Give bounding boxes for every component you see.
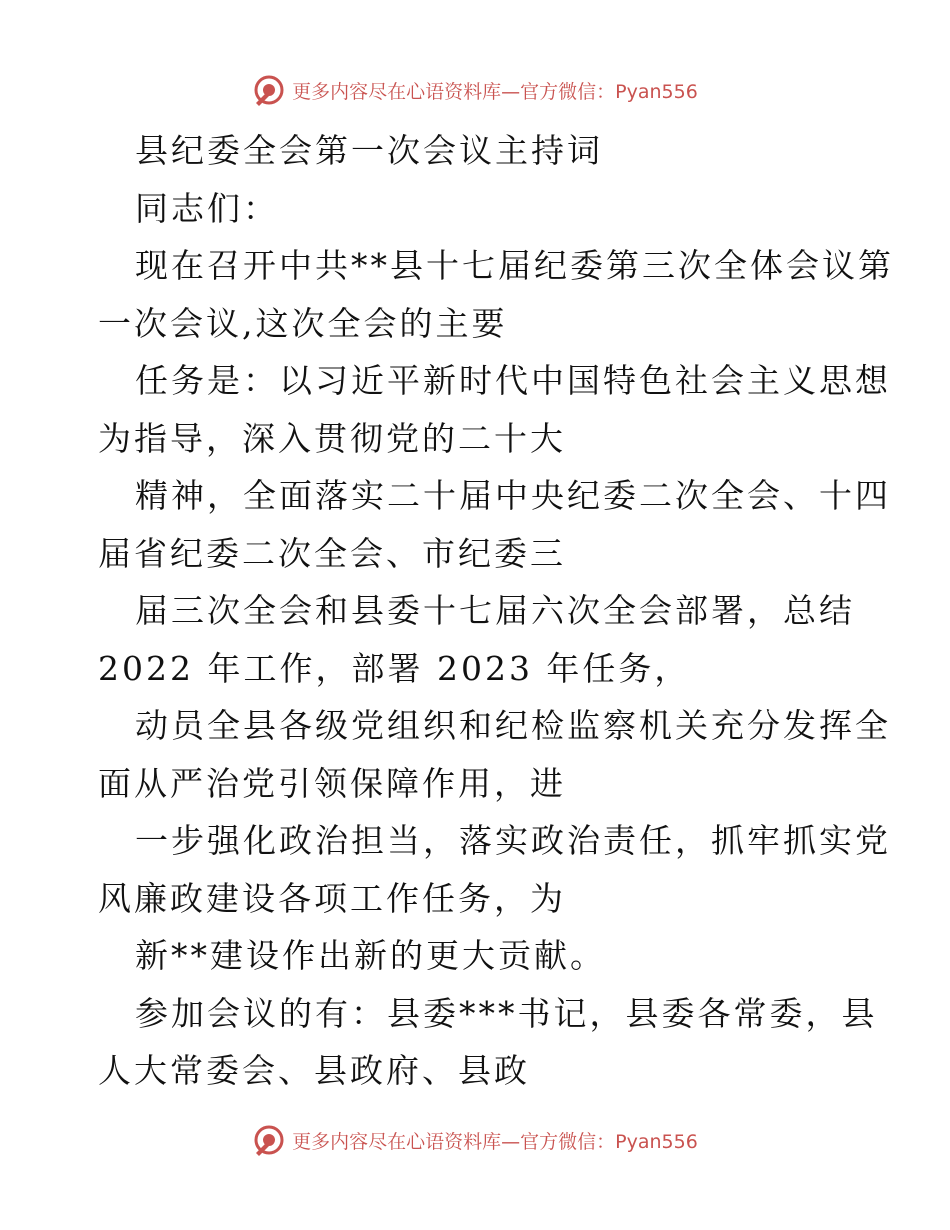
- paragraph-line: 2022 年工作，部署 2023 年任务，: [98, 648, 691, 688]
- paragraph-line: 面从严治党引领保障作用，进: [98, 763, 566, 803]
- paragraph-line: 人大常委会、县政府、县政: [98, 1051, 530, 1090]
- paragraph-line: 新**建设作出新的更大贡献。: [135, 936, 606, 975]
- paragraph-line: 届省纪委二次全会、市纪委三: [98, 533, 566, 573]
- header-text: 更多内容尽在心语资料库—官方微信：Pyan556: [292, 80, 698, 103]
- paragraph-line: 届三次全会和县委十七届六次全会部署，总结: [135, 591, 855, 630]
- pen-circle-icon: [252, 1123, 286, 1157]
- header-banner: [0, 70, 950, 110]
- paragraph-line: 参加会议的有：县委***书记，县委各常委，县: [135, 993, 878, 1033]
- paragraph-line: 一步强化政治担当，落实政治责任，抓牢抓实党: [135, 821, 891, 860]
- paragraph-line: 风廉政建设各项工作任务，为: [98, 878, 566, 918]
- document-title: 县纪委全会第一次会议主持词: [135, 131, 603, 170]
- paragraph-line: 动员全县各级党组织和纪检监察机关充分发挥全: [135, 706, 891, 745]
- footer-text: 更多内容尽在心语资料库—官方微信：Pyan556: [292, 1130, 698, 1153]
- paragraph-line: 一次会议,这次全会的主要: [98, 303, 508, 343]
- paragraph-line: 精神，全面落实二十届中央纪委二次全会、十四: [135, 476, 891, 515]
- footer-banner: [0, 1120, 950, 1160]
- paragraph-line: 为指导，深入贯彻党的二十大: [98, 418, 566, 458]
- document-body: [98, 122, 894, 1100]
- paragraph-line: 任务是：以习近平新时代中国特色社会主义思想: [135, 361, 891, 400]
- pen-circle-icon: [252, 73, 286, 107]
- paragraph-line: 现在召开中共**县十七届纪委第三次全体会议第: [135, 246, 894, 285]
- paragraph-line: 同志们：: [135, 188, 279, 228]
